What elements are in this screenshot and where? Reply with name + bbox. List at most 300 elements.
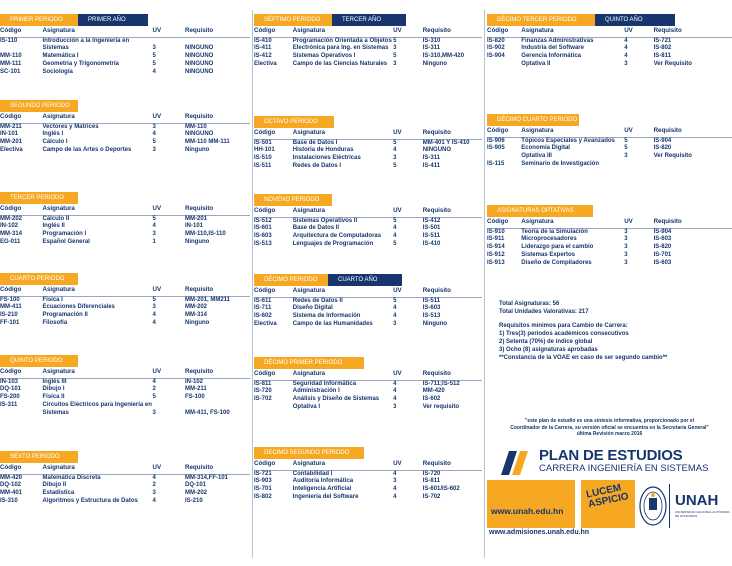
col-subject: Asignatura — [43, 112, 153, 123]
course-row — [0, 223, 250, 231]
course-req: IS-210 — [185, 497, 203, 504]
period-p11 — [254, 357, 482, 412]
course-code: IS-905 — [487, 145, 505, 152]
min-req-3: 3) Ocho (8) asignaturas aprobadas — [499, 347, 598, 353]
period-header — [254, 357, 482, 369]
course-req: IS-411 — [422, 162, 441, 169]
period-title: SEGUNDO PERIODO — [0, 100, 78, 112]
course-name: Redes de Datos II — [292, 297, 343, 304]
course-code: IS-512 — [254, 217, 272, 224]
course-name: Geometría y Trigonometría — [42, 60, 119, 67]
course-name: Dibujo I — [42, 386, 65, 393]
course-table — [487, 217, 732, 267]
col-uv: UV — [624, 26, 653, 37]
course-req: IS-711;IS-512 — [422, 380, 460, 387]
course-row — [254, 470, 482, 478]
course-req: IS-412 — [422, 217, 441, 224]
course-name: Algoritmos y Estructura de Datos — [42, 497, 138, 504]
course-uv: 2 — [152, 482, 156, 489]
col-req: Requisito — [654, 126, 732, 137]
note-line: "este plan de estudio es una síntesis informativa, proporcionado por el — [524, 418, 695, 424]
course-name: Economía Digital — [521, 145, 570, 152]
min-req-4: **Constancia de la VOAE en caso de ser segundo cambio** — [499, 355, 668, 361]
period-title: OCTAVO PERIODO — [254, 116, 334, 128]
col-code: Código — [487, 26, 521, 37]
col-subject: Asignatura — [43, 463, 153, 474]
course-name: Seguridad Informática — [292, 380, 357, 387]
course-row — [0, 296, 250, 304]
course-uv: 5 — [393, 240, 397, 247]
course-uv: 4 — [393, 486, 397, 493]
course-row — [0, 394, 250, 402]
course-name: Seminario de Investigación — [521, 160, 599, 167]
course-req: MM-211 — [185, 386, 207, 393]
course-uv: 5 — [393, 162, 397, 169]
period-p1 — [0, 14, 250, 76]
col-req: Requisito — [423, 459, 482, 470]
course-code: IS-513 — [254, 240, 272, 247]
course-uv: 4 — [624, 37, 628, 44]
course-code: MM-110 — [0, 53, 22, 60]
course-uv: 4 — [393, 396, 397, 403]
period-header — [0, 451, 250, 463]
course-code: IS-210 — [0, 312, 18, 319]
course-uv: 5 — [152, 215, 156, 222]
course-name: Inglés III — [42, 378, 67, 385]
col-subject: Asignatura — [521, 126, 624, 137]
course-uv: 4 — [393, 225, 397, 232]
course-row — [0, 147, 250, 155]
period-header — [254, 116, 482, 128]
course-req: IS-601/IS-602 — [422, 486, 460, 493]
course-uv: 3 — [393, 478, 397, 485]
course-row — [0, 215, 250, 223]
col-uv: UV — [393, 369, 423, 380]
course-req — [654, 161, 732, 169]
col-code: Código — [254, 128, 293, 139]
period-header — [0, 14, 250, 26]
course-row — [254, 380, 482, 388]
course-row — [254, 155, 482, 163]
unah-seal-icon — [639, 486, 667, 530]
course-name: Campo de las Artes o Deportes — [42, 146, 132, 153]
course-name: Inteligencia Artificial — [292, 486, 352, 493]
unah-subtitle: UNIVERSIDAD NACIONAL AUTÓNOMA DE HONDURAS — [675, 510, 730, 518]
course-code: FS-100 — [0, 296, 20, 303]
course-code: IN-101 — [0, 131, 19, 138]
plan-logo-icon — [493, 449, 537, 477]
course-code: Electiva — [254, 60, 277, 67]
course-row — [254, 61, 482, 69]
course-req: IS-603 — [422, 305, 441, 312]
period-title: DÉCIMO PRIMER PERIODO — [254, 357, 364, 369]
course-row — [0, 402, 250, 418]
course-uv: 4 — [152, 378, 156, 385]
period-header — [0, 192, 250, 204]
course-uv: 4 — [393, 388, 397, 395]
course-req: MM-110,IS-110 — [185, 231, 226, 238]
course-row — [254, 37, 482, 45]
col-req: Requisito — [654, 217, 732, 228]
course-uv: 5 — [393, 217, 397, 224]
course-code: IS-412 — [254, 53, 272, 60]
course-req: MM-202 — [185, 490, 208, 497]
course-req: IS-904 — [653, 137, 672, 144]
course-row — [254, 396, 482, 404]
col-req: Requisito — [654, 26, 732, 37]
course-row — [254, 225, 482, 233]
course-row — [0, 69, 250, 77]
min-req-1: 1) Tres(3) periodos académicos consecutivos — [499, 331, 629, 337]
course-uv: 3 — [624, 259, 628, 266]
lucem-logo-text: LUCEM ASPICIO — [585, 482, 630, 511]
col-uv: UV — [624, 126, 653, 137]
col-code: Código — [0, 367, 43, 378]
course-row — [487, 53, 732, 61]
link-admisiones[interactable]: www.admisiones.unah.edu.hn — [489, 529, 590, 536]
course-req: MM-110 MM-111 — [185, 139, 230, 146]
col-code: Código — [254, 206, 293, 217]
course-req: DQ-101 — [185, 482, 207, 489]
course-req: IN-102 — [185, 378, 204, 385]
course-row — [254, 217, 482, 225]
course-uv: 5 — [393, 139, 397, 146]
course-code: IS-310 — [0, 497, 18, 504]
course-code: IS-311 — [0, 401, 18, 408]
course-req: IS-811 — [653, 53, 671, 60]
course-req: IS-311 — [422, 45, 441, 52]
course-row — [254, 241, 482, 249]
col-subject: Asignatura — [293, 369, 393, 380]
course-req: IS-701 — [653, 251, 672, 258]
course-name: Sistemas Expertos — [521, 251, 575, 258]
period-title: TERCER PERIODO — [0, 192, 78, 204]
period-header — [254, 274, 482, 286]
unah-wordmark: UNAH — [675, 492, 719, 509]
course-uv: 1 — [152, 238, 156, 245]
table-header-row — [0, 285, 250, 296]
col-req: Requisito — [185, 112, 250, 123]
course-row — [487, 244, 732, 252]
course-name: Teoría de la Simulación — [521, 228, 588, 235]
course-table — [254, 26, 482, 69]
course-req: IS-702 — [422, 493, 441, 500]
col-req: Requisito — [185, 463, 250, 474]
col-uv: UV — [393, 128, 423, 139]
course-uv: 3 — [624, 244, 628, 251]
course-req: MM-201 — [185, 215, 208, 222]
course-name: Optativa I — [292, 403, 321, 410]
course-uv: 4 — [393, 233, 397, 240]
course-table — [254, 128, 482, 171]
course-code: IS-711 — [254, 305, 272, 312]
course-uv: 3 — [393, 320, 397, 327]
course-code: IS-511 — [254, 162, 272, 169]
course-name: Cálculo I — [42, 139, 68, 146]
table-header-row — [487, 26, 732, 37]
course-row — [0, 312, 250, 320]
course-uv: 4 — [152, 68, 156, 75]
col-uv: UV — [153, 204, 186, 215]
col-req: Requisito — [423, 369, 482, 380]
period-header — [0, 355, 250, 367]
course-name: Introducción a la Ingeniería en Sistemas — [42, 37, 130, 52]
course-table — [254, 369, 482, 412]
course-name: Historia de Honduras — [292, 147, 354, 154]
course-code: IS-115 — [487, 160, 505, 167]
course-code: IS-602 — [254, 313, 272, 320]
course-row — [487, 145, 732, 153]
period-title: SÉPTIMO PERIODO — [254, 14, 332, 26]
course-uv: 4 — [393, 380, 397, 387]
course-table — [0, 463, 250, 506]
period-header — [0, 273, 250, 285]
course-code: MM-111 — [0, 60, 22, 67]
course-table — [487, 126, 732, 169]
table-header-row — [0, 26, 250, 37]
course-name: Lenguajes de Programación — [292, 240, 374, 247]
course-uv: 3 — [152, 123, 156, 130]
course-name: Electrónica para Ing. en Sistemas — [292, 45, 389, 52]
course-name: Gerencia Informática — [521, 53, 581, 60]
period-title: CUARTO PERIODO — [0, 273, 78, 285]
course-code: IS-510 — [254, 155, 272, 162]
course-name: Microprocesadores — [521, 236, 577, 243]
course-uv: 4 — [393, 470, 397, 477]
course-req: IS-410 — [422, 240, 441, 247]
course-row — [0, 320, 250, 328]
course-req: IN-101 — [185, 223, 204, 230]
course-name: Optativa III — [521, 153, 552, 160]
course-uv: 5 — [624, 145, 628, 152]
course-req: IS-602 — [422, 396, 441, 403]
period-p3 — [0, 192, 250, 247]
course-name: Inglés II — [42, 223, 65, 230]
course-uv: 5 — [152, 139, 156, 146]
course-name: Filosofía — [42, 319, 68, 326]
course-name: Cálculo II — [42, 215, 70, 222]
course-req: IS-721 — [653, 37, 672, 44]
column-divider — [252, 10, 253, 558]
link-unah[interactable]: www.unah.edu.hn — [491, 506, 564, 516]
course-uv: 5 — [152, 60, 156, 67]
course-name: Sistema de Información — [292, 313, 361, 320]
course-name: Dibujo II — [42, 482, 67, 489]
course-table — [0, 112, 250, 155]
course-uv — [624, 161, 653, 169]
col-code: Código — [487, 126, 521, 137]
period-opt — [487, 205, 732, 267]
course-req: IS-311 — [422, 155, 441, 162]
period-title: PRIMER PERIODO — [0, 14, 78, 26]
course-table — [0, 26, 250, 76]
col-uv: UV — [624, 217, 653, 228]
course-name: Programación Orientada a Objetos — [292, 37, 392, 44]
course-name: Tópicos Especiales y Avanzados — [521, 137, 615, 144]
course-uv: 3 — [152, 409, 156, 416]
course-req: IS-904 — [653, 228, 672, 235]
course-req: IS-511 — [422, 233, 441, 240]
period-p7 — [254, 14, 482, 69]
course-row — [254, 494, 482, 502]
period-p5 — [0, 355, 250, 417]
course-name: Diseño Digital — [292, 305, 333, 312]
course-row — [0, 304, 250, 312]
course-name: Base de Datos II — [292, 225, 340, 232]
plan-title-block — [539, 448, 729, 474]
course-code: IN-103 — [0, 378, 19, 385]
course-req: NINGUNO — [185, 60, 214, 67]
period-year: TERCER AÑO — [332, 14, 406, 26]
period-header — [487, 114, 732, 126]
course-uv: 3 — [152, 231, 156, 238]
course-code: IS-611 — [254, 297, 272, 304]
course-req: IS-811 — [422, 478, 441, 485]
col-req: Requisito — [423, 206, 482, 217]
col-req: Requisito — [423, 128, 482, 139]
course-code: IS-811 — [254, 380, 272, 387]
col-code: Código — [0, 204, 43, 215]
col-req: Requisito — [185, 26, 250, 37]
course-row — [254, 313, 482, 321]
period-p9 — [254, 194, 482, 249]
col-code: Código — [0, 463, 43, 474]
course-code: MM-211 — [0, 123, 22, 130]
period-header — [254, 447, 482, 459]
course-uv: 5 — [393, 37, 397, 44]
course-name: Matemática Discreta — [42, 474, 101, 481]
course-uv: 4 — [152, 474, 156, 481]
footer-band — [487, 480, 732, 540]
course-code: IS-914 — [487, 244, 505, 251]
table-header-row — [0, 112, 250, 123]
col-uv: UV — [153, 285, 186, 296]
course-row — [0, 131, 250, 139]
table-header-row — [254, 286, 482, 297]
course-uv: 4 — [393, 147, 397, 154]
col-req: Requisito — [423, 26, 482, 37]
course-row — [487, 228, 732, 236]
course-code: DQ-101 — [0, 386, 22, 393]
course-req: IS-310,MM-420 — [422, 53, 465, 60]
col-code: Código — [254, 459, 293, 470]
period-year: QUINTO AÑO — [595, 14, 675, 26]
course-code — [487, 61, 521, 69]
course-name: Ingeniería del Software — [292, 493, 359, 500]
course-req: IS-603 — [653, 236, 672, 243]
course-row — [487, 236, 732, 244]
course-uv: 4 — [152, 312, 156, 319]
col-uv: UV — [393, 286, 423, 297]
course-uv: 4 — [152, 131, 156, 138]
course-req: MM-314,FF-101 — [185, 474, 229, 481]
course-table — [487, 26, 732, 69]
period-title: SEXTO PERIODO — [0, 451, 78, 463]
period-p4 — [0, 273, 250, 328]
course-uv: 5 — [624, 137, 628, 144]
course-name: Sistemas Operativos II — [292, 217, 358, 224]
course-row — [487, 252, 732, 260]
course-row — [0, 231, 250, 239]
period-p8 — [254, 116, 482, 171]
col-uv: UV — [393, 206, 423, 217]
course-name: Estadística — [42, 490, 75, 497]
course-code: IS-501 — [254, 139, 272, 146]
course-code: FS-200 — [0, 394, 20, 401]
course-name: Arquitectura de Computadoras — [292, 233, 382, 240]
course-row — [487, 153, 732, 161]
course-uv: 5 — [152, 296, 156, 303]
course-name: Sociología — [42, 68, 73, 75]
col-uv: UV — [393, 26, 423, 37]
course-code: IS-906 — [487, 137, 505, 144]
course-row — [0, 53, 250, 61]
table-header-row — [487, 217, 732, 228]
period-title: DECIMO SEGUNDO PERIODO — [254, 447, 364, 459]
course-req: Ver Requisito — [653, 153, 692, 160]
course-row — [487, 137, 732, 145]
course-req: MM-110 — [185, 123, 207, 130]
course-code: Electiva — [0, 146, 23, 153]
course-name: Optativa II — [521, 60, 551, 67]
disclaimer-note — [487, 418, 732, 438]
course-name: Programación I — [42, 231, 87, 238]
course-code: IS-903 — [254, 478, 272, 485]
period-title: DÉCIMO PERIODO — [254, 274, 328, 286]
course-name: Física II — [42, 394, 65, 401]
course-name: Base de Datos I — [292, 139, 338, 146]
table-header-row — [0, 463, 250, 474]
course-row — [0, 123, 250, 131]
course-code: EG-011 — [0, 238, 21, 245]
col-code: Código — [254, 286, 293, 297]
col-subject: Asignatura — [293, 26, 393, 37]
course-code: DQ-102 — [0, 482, 22, 489]
lucem-logo — [581, 480, 635, 528]
course-uv: 3 — [393, 155, 397, 162]
table-header-row — [487, 126, 732, 137]
course-req: IS-820 — [653, 145, 672, 152]
course-code: IS-913 — [487, 259, 505, 266]
course-table — [254, 459, 482, 502]
period-p6 — [0, 451, 250, 506]
course-code: MM-420 — [0, 474, 23, 481]
course-req: IS-720 — [422, 470, 441, 477]
col-code: Código — [0, 112, 43, 123]
col-req: Requisito — [185, 204, 250, 215]
course-code: IS-820 — [487, 37, 505, 44]
course-row — [487, 45, 732, 53]
course-code: MM-401 — [0, 490, 23, 497]
course-name: Finanzas Administrativas — [521, 37, 594, 44]
course-uv: 3 — [152, 490, 156, 497]
course-code: FF-101 — [0, 319, 20, 326]
course-req: MM-202 — [185, 304, 208, 311]
course-name: Vectores y Matrices — [42, 123, 99, 130]
course-req: Ver requisito — [422, 403, 460, 410]
col-uv: UV — [153, 112, 186, 123]
course-name: Análisis y Diseño de Sistemas — [292, 396, 380, 403]
course-row — [254, 388, 482, 396]
col-code: Código — [0, 285, 43, 296]
course-uv: 3 — [152, 304, 156, 311]
course-row — [487, 260, 732, 268]
col-subject: Asignatura — [293, 128, 393, 139]
course-row — [487, 37, 732, 45]
course-row — [0, 139, 250, 147]
course-uv: 3 — [624, 60, 628, 67]
table-header-row — [254, 459, 482, 470]
